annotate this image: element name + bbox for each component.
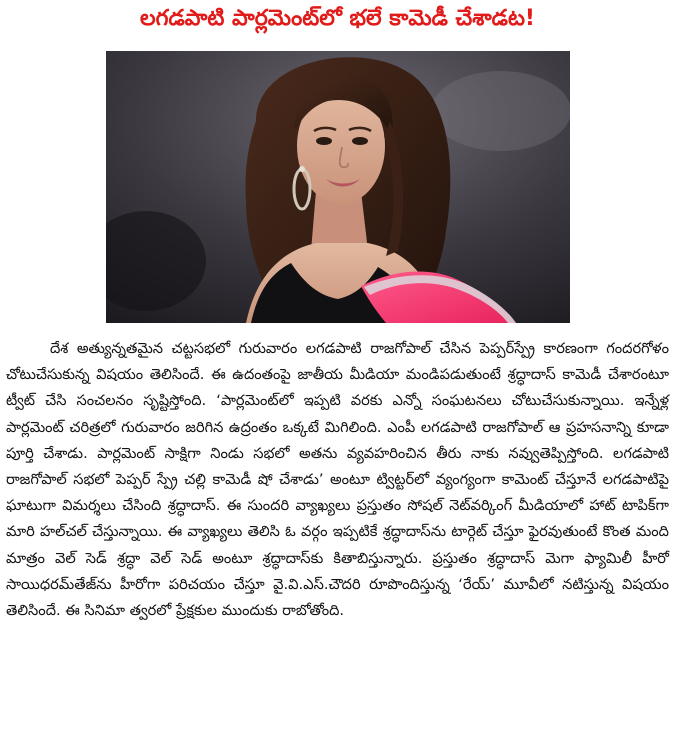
article-photo [106,51,570,323]
headline: లగడపాటి పార్లమెంట్‌లో భలే కామెడీ చేశాడట! [140,6,535,31]
article-paragraph: దేశ అత్యున్నతమైన చట్టసభలో గురువారం లగడపాటి రాజగోపాల్ చేసిన పెప్పర్‌స్ప్రే కారణంగా గందరగోళం చోటుచేసుకున్న విషయం తెలిసిందే. ఈ ఉదంతంపై జాతీయ మీడియా మండిపడుతుంటే శ్రద్ధాదాస్ కామెడీ చేశారంటూ ట్వీట్ చేసి సంచలనం సృష్టిస్తోంది. ‘పార్లమెంట్‌లో ఇప్పటి వరకు ఎన్నో సంఘటనలు చోటుచేసుకున్నాయి. ఇన్నేళ్ల పార్లమెంట్ చరిత్రలో గురువారం జరిగిన ఉద్రంతం ఒక్కటే మిగిలింది. ఎంపీ లగడపాటి రాజగోపాల్ ఆ ప్రహసనాన్ని కూడా పూర్తి చేశాడు. పార్లమెంట్ సాక్షిగా నిండు సభలో అతను వ్యవహరించిన తీరు నాకు నవ్వుతెప్పిస్తోంది. లగడపాటి రాజగోపాల్ సభలో పెప్పర్ స్ప్రే చల్లి కామెడీ షో చేశాడు’ అంటూ ట్విట్టర్‌లో వ్యంగ్యంగా కామెంట్ చేస్తూనే లగడపాటిపై ఘాటుగా విమర్శలు చేసింది శ్రద్ధాదాస్. ఈ సుందరి వ్యాఖ్యలు ప్రస్తుతం సోషల్ నెట్‌వర్కింగ్ మీడియాలో హాట్ టాపిక్‌గా మారి హల్‌చల్ చేస్తున్నాయి. ఈ వ్యాఖ్యలు తెలిసి ఓ వర్గం ఇప్పటికే శ్రద్ధాదాస్‌ను టార్గెట్ చేస్తూ ఫైరవుతుంటే కొంత మంది మాత్రం వెల్ సెడ్ శ్రద్ధా వెల్ సెడ్ అంటూ శ్రద్ధాదాస్‌కు కితాబిస్తున్నారు. ప్రస్తుతం శ్రద్ధాదాస్ మెగా ఫ్యామిలీ హీరో సాయిధరమ్‌తేజ్‌ను హీరోగా పరిచయం చేస్తూ వై.వి.ఎస్.చౌదరి రూపొందిస్తున్న ‘రేయ్’ మూవీలో నటిస్తున్న విషయం తెలిసిందే. ఈ సినిమా త్వరలో ప్రేక్షకుల ముందుకు రాబోతోంది. [6,340,669,620]
article-body [6,336,669,624]
portrait-photo-icon [106,51,570,323]
